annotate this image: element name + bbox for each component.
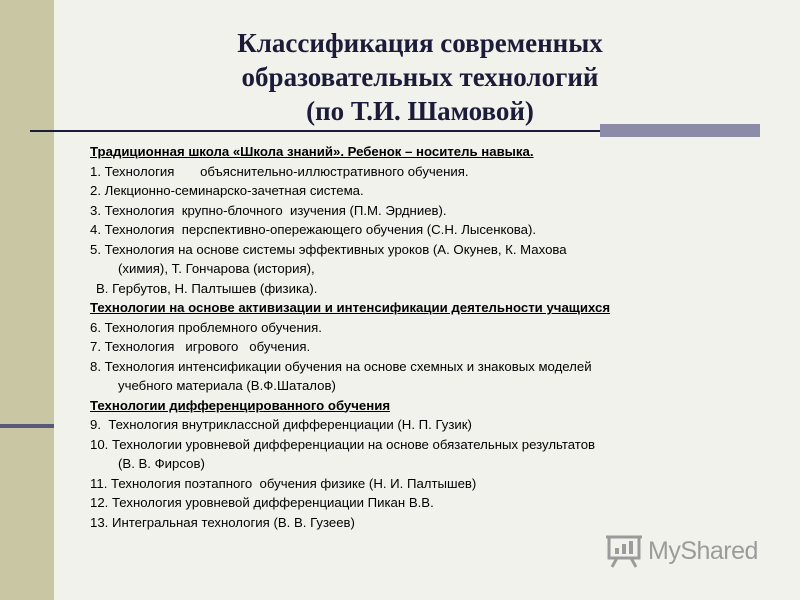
list-item: (химия), Т. Гончарова (история),	[118, 261, 315, 276]
title-line: образовательных технологий	[241, 62, 599, 92]
list-item: 7. Технология игрового обучения.	[90, 339, 311, 354]
list-item: 13. Интегральная технология (В. В. Гузеев)	[90, 514, 355, 530]
left-sidebar-decoration	[0, 0, 54, 600]
list-item: 2. Лекционно-семинарско-зачетная система.	[90, 183, 364, 198]
slide-title	[100, 26, 740, 128]
title-line: Классификация современных	[237, 28, 603, 58]
sidebar-accent-line	[0, 424, 54, 428]
title-divider-thin	[30, 130, 600, 132]
watermark-text: MyShared	[648, 536, 758, 565]
title-line: (по Т.И. Шамовой)	[306, 96, 534, 126]
presentation-board-icon	[606, 534, 642, 568]
classification-list	[90, 142, 758, 532]
list-item: 10. Технологии уровневой дифференциации на основе обязательных результатов	[90, 436, 596, 452]
myshared-watermark	[606, 533, 758, 569]
list-item: 4. Технология перспективно-опережающего обучения (С.Н. Лысенкова).	[90, 222, 537, 237]
list-item: учебного материала (В.Ф.Шаталов)	[118, 378, 336, 393]
section-heading: Традиционная школа «Школа знаний». Ребенок – носитель навыка.	[90, 144, 534, 159]
list-item: 1. Технология объяснительно-иллюстративного обучения.	[90, 163, 469, 179]
section-heading: Технологии дифференцированного обучения	[90, 397, 391, 413]
title-divider-thick	[600, 124, 760, 137]
list-item: 9. Технология внутриклассной дифференциации (Н. П. Гузик)	[90, 417, 472, 432]
section-heading: Технологии на основе активизации и интенсификации деятельности учащихся	[90, 300, 611, 315]
list-item: 12. Технология уровневой дифференциации Пикан В.В.	[90, 495, 434, 510]
list-item: 6. Технология проблемного обучения.	[90, 319, 322, 335]
list-item: 11. Технология поэтапного обучения физике (Н. И. Палтышев)	[90, 475, 477, 491]
list-item: 5. Технология на основе системы эффективных уроков (А. Окунев, К. Махова	[90, 241, 567, 257]
list-item: 3. Технология крупно-блочного изучения (П.М. Эрдниев).	[90, 202, 447, 218]
list-item: В. Гербутов, Н. Палтышев (физика).	[96, 280, 318, 296]
list-item: 8. Технология интенсификации обучения на основе схемных и знаковых моделей	[90, 358, 592, 374]
list-item: (В. В. Фирсов)	[118, 456, 205, 471]
